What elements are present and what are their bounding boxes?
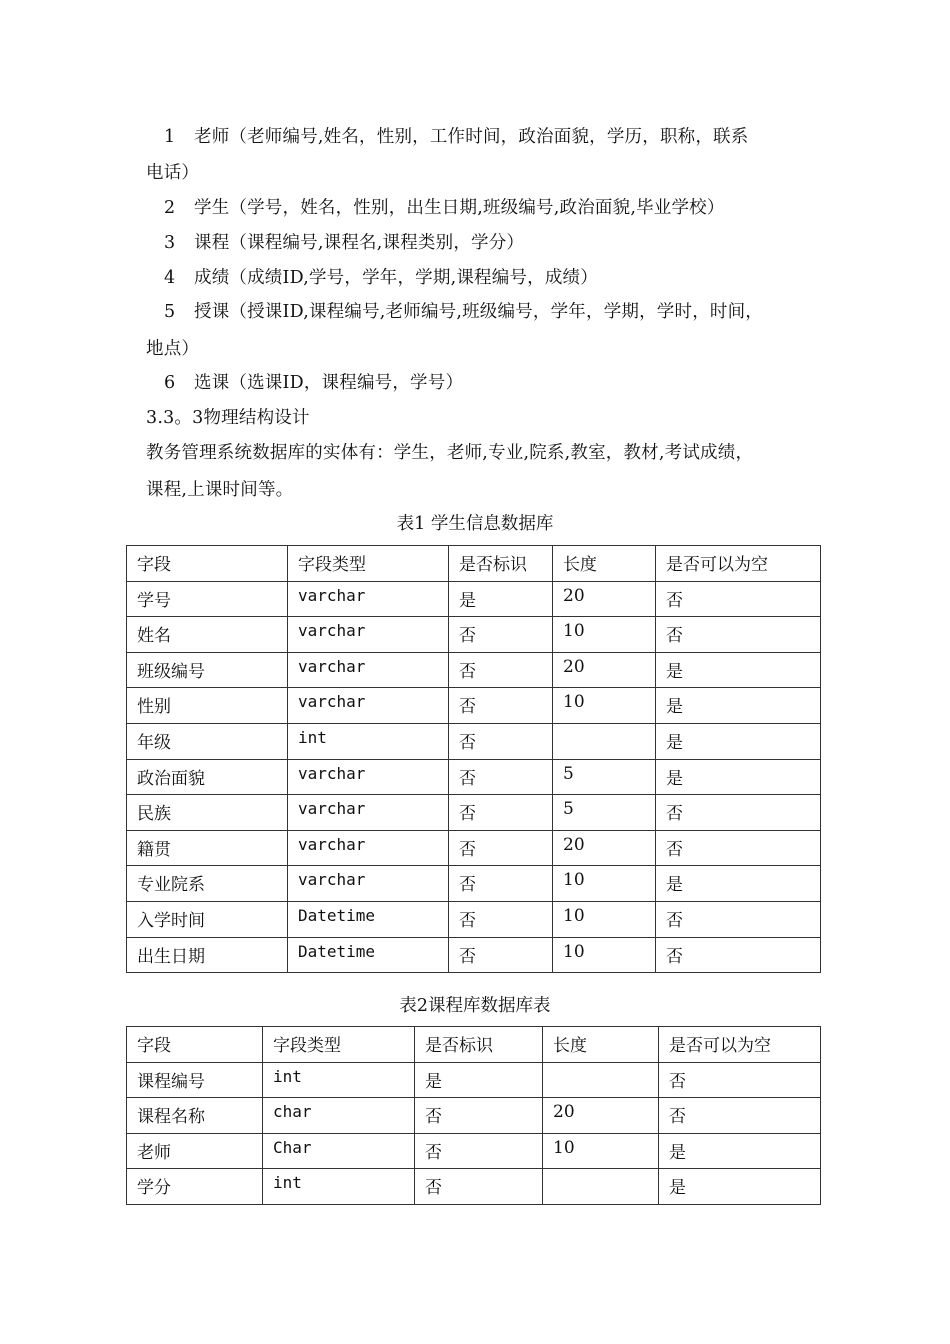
table-cell: Datetime	[288, 937, 449, 973]
table-cell: int	[288, 723, 449, 759]
item-number: 5	[164, 302, 176, 322]
table-row	[127, 830, 821, 866]
paragraph-student	[164, 196, 725, 220]
table-cell: 否	[449, 759, 553, 795]
table-cell: 否	[449, 866, 553, 902]
table-cell: 否	[656, 937, 821, 973]
table-cell: Datetime	[288, 901, 449, 937]
item-text: 课程（课程编号,课程名,课程类别，学分）	[194, 233, 525, 253]
table-cell: varchar	[288, 581, 449, 617]
table-cell: 5	[553, 759, 656, 795]
table-cell: 否	[449, 830, 553, 866]
paragraph-score	[164, 266, 598, 290]
table-cell: 入学时间	[127, 901, 288, 937]
table-cell: 性别	[127, 688, 288, 724]
item-number: 6	[164, 373, 176, 393]
table-cell: 班级编号	[127, 652, 288, 688]
table-cell: 是	[656, 759, 821, 795]
table-cell: 课程编号	[127, 1062, 263, 1098]
table-header-row	[127, 546, 821, 582]
table-cell: 10	[553, 901, 656, 937]
intro-line-1: 教务管理系统数据库的实体有：学生，老师,专业,院系,教室，教材,考试成绩，	[146, 443, 754, 463]
table-cell: 专业院系	[127, 866, 288, 902]
item-number: 2	[164, 198, 176, 218]
table-cell: 10	[553, 866, 656, 902]
table-row	[127, 1133, 821, 1169]
table-cell: 是	[449, 581, 553, 617]
table-header-row	[127, 1027, 821, 1063]
table-cell: 年级	[127, 723, 288, 759]
item-number: 1	[164, 127, 176, 147]
table-cell: varchar	[288, 866, 449, 902]
table-header-cell: 字段类型	[288, 546, 449, 582]
table-cell: 否	[656, 795, 821, 831]
table-cell: varchar	[288, 617, 449, 653]
table-cell: 老师	[127, 1133, 263, 1169]
table-cell	[543, 1169, 659, 1205]
table-cell: 姓名	[127, 617, 288, 653]
table-row	[127, 1062, 821, 1098]
table-cell: 是	[415, 1062, 543, 1098]
table-cell: 否	[656, 581, 821, 617]
table-cell: 学分	[127, 1169, 263, 1205]
table-cell: 20	[553, 581, 656, 617]
table-cell: 否	[656, 830, 821, 866]
table-cell: 否	[449, 688, 553, 724]
table-row	[127, 866, 821, 902]
table-cell: int	[263, 1169, 415, 1205]
table-cell: int	[263, 1062, 415, 1098]
table2-caption: 表2课程库数据库表	[399, 996, 551, 1016]
table-cell: char	[263, 1098, 415, 1134]
paragraph-teaching	[164, 300, 763, 324]
item-text: 选课（选课ID，课程编号，学号）	[194, 373, 464, 393]
table-cell: 是	[656, 866, 821, 902]
table-cell: 否	[415, 1169, 543, 1205]
table-cell: 否	[656, 617, 821, 653]
table-header-cell: 长度	[553, 546, 656, 582]
item-text: 授课（授课ID,课程编号,老师编号,班级编号，学年，学期，学时，时间，	[194, 302, 764, 322]
item-text: 成绩（成绩ID,学号，学年，学期,课程编号，成绩）	[194, 268, 598, 288]
table-header-cell: 字段	[127, 546, 288, 582]
table-row	[127, 937, 821, 973]
item-text: 老师（老师编号,姓名，性别，工作时间，政治面貌，学历，职称，联系	[194, 127, 749, 147]
table-row	[127, 1169, 821, 1205]
table-cell: varchar	[288, 652, 449, 688]
table-cell: 10	[553, 937, 656, 973]
table-cell: 否	[449, 617, 553, 653]
table-cell: 籍贯	[127, 830, 288, 866]
table-row	[127, 581, 821, 617]
table-header-cell: 字段	[127, 1027, 263, 1063]
table-cell: 20	[553, 830, 656, 866]
table-cell: 出生日期	[127, 937, 288, 973]
table-header-cell: 是否可以为空	[659, 1027, 821, 1063]
table-cell: 否	[449, 723, 553, 759]
table-row	[127, 688, 821, 724]
paragraph-selection	[164, 371, 463, 395]
table-row	[127, 617, 821, 653]
table-cell	[543, 1062, 659, 1098]
table-cell: 课程名称	[127, 1098, 263, 1134]
table-header-cell: 是否标识	[415, 1027, 543, 1063]
table-cell: 学号	[127, 581, 288, 617]
table-cell: 否	[449, 937, 553, 973]
table-cell	[553, 723, 656, 759]
table-row	[127, 901, 821, 937]
table-cell: varchar	[288, 759, 449, 795]
table-cell: 否	[656, 901, 821, 937]
table-row	[127, 652, 821, 688]
table-cell: 10	[553, 617, 656, 653]
table-cell: varchar	[288, 830, 449, 866]
table-header-cell: 字段类型	[263, 1027, 415, 1063]
table-cell: 否	[659, 1098, 821, 1134]
table-cell: 10	[543, 1133, 659, 1169]
table-cell: 否	[449, 652, 553, 688]
table-header-cell: 长度	[543, 1027, 659, 1063]
item-number: 4	[164, 268, 176, 288]
paragraph-course	[164, 231, 524, 255]
table-cell: Char	[263, 1133, 415, 1169]
table-row	[127, 1098, 821, 1134]
table-cell: 10	[553, 688, 656, 724]
course-table	[126, 1026, 821, 1205]
table-cell: 是	[656, 723, 821, 759]
table-cell: 否	[449, 901, 553, 937]
table-cell: 是	[656, 688, 821, 724]
item-text: 学生（学号，姓名，性别，出生日期,班级编号,政治面貌,毕业学校）	[194, 198, 725, 218]
table-row	[127, 723, 821, 759]
table-cell: 20	[543, 1098, 659, 1134]
table-cell: 是	[656, 652, 821, 688]
table-cell: 20	[553, 652, 656, 688]
table-cell: varchar	[288, 688, 449, 724]
table-cell: 5	[553, 795, 656, 831]
table-cell: 政治面貌	[127, 759, 288, 795]
paragraph-teacher	[164, 125, 748, 149]
student-info-table	[126, 545, 821, 973]
section-heading: 3.3。3物理结构设计	[146, 408, 310, 428]
table1-caption: 表1 学生信息数据库	[396, 514, 554, 534]
paragraph-teaching-continued: 地点）	[146, 339, 200, 359]
table-cell: varchar	[288, 795, 449, 831]
table-header-cell: 是否可以为空	[656, 546, 821, 582]
table-row	[127, 795, 821, 831]
table-cell: 是	[659, 1133, 821, 1169]
table-cell: 否	[659, 1062, 821, 1098]
table-header-cell: 是否标识	[449, 546, 553, 582]
table-cell: 是	[659, 1169, 821, 1205]
table-cell: 否	[415, 1098, 543, 1134]
table-cell: 否	[415, 1133, 543, 1169]
item-number: 3	[164, 233, 176, 253]
table-row	[127, 759, 821, 795]
paragraph-teacher-continued: 电话）	[146, 163, 200, 183]
intro-line-2: 课程,上课时间等。	[146, 480, 294, 500]
table-cell: 否	[449, 795, 553, 831]
table-cell: 民族	[127, 795, 288, 831]
